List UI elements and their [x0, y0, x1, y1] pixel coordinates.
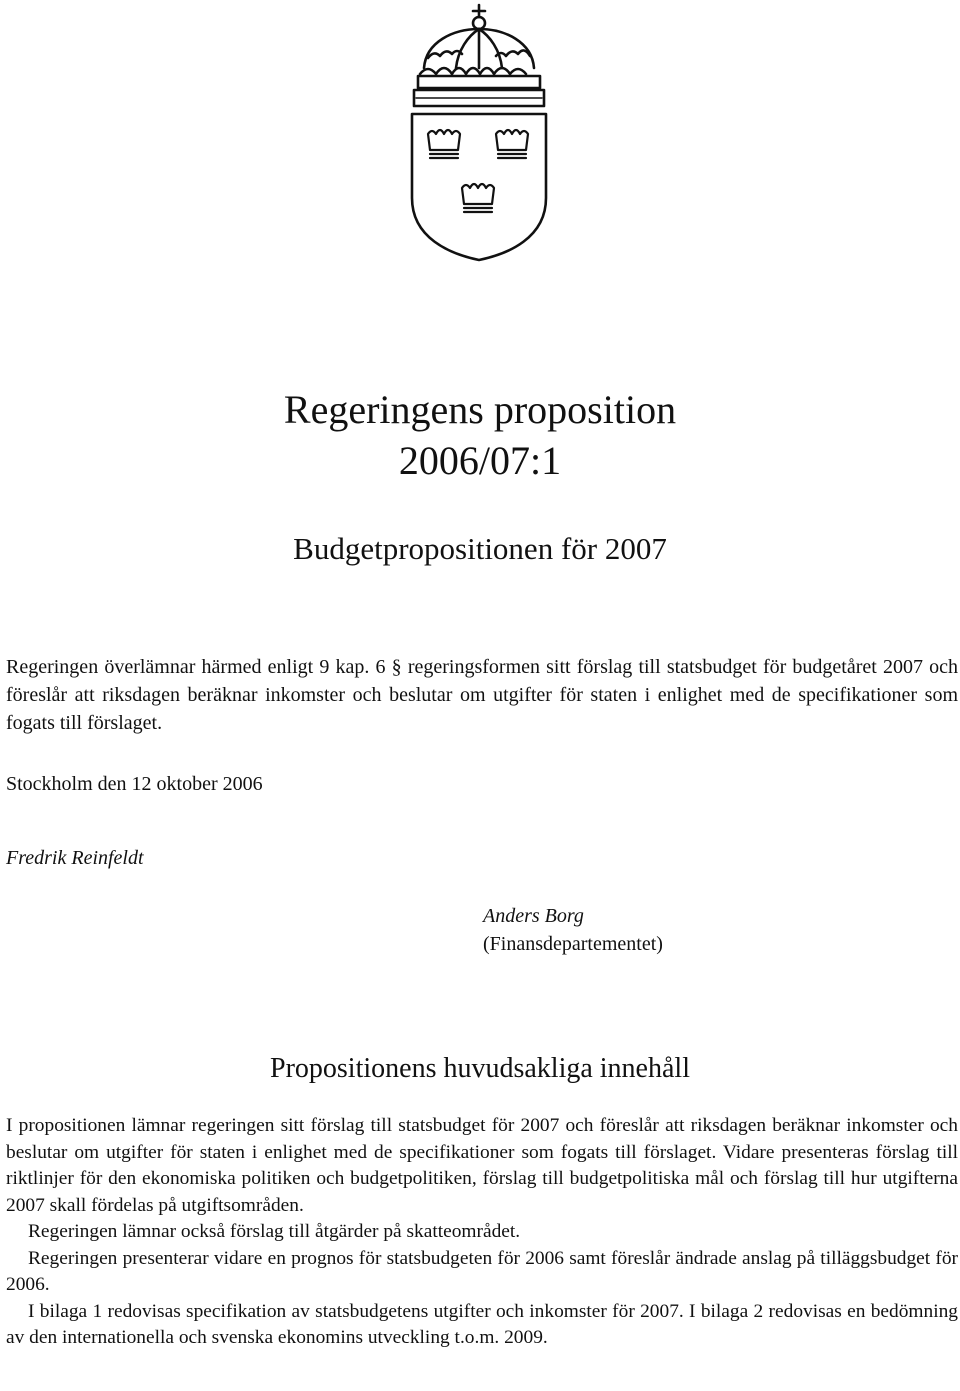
intro-paragraph: Regeringen överlämnar härmed enligt 9 kap. 6 § regeringsformen sitt förslag till statsbudget för budgetåret 2007 och föreslår att riksdagen beräknar inkomster och beslutar om utgifter för staten i enlighet med de specifikationer som fogats till förslaget. — [6, 656, 958, 734]
swedish-coat-of-arms-icon — [398, 2, 560, 264]
summary-content — [6, 1113, 958, 1352]
signatory-minister: Anders Borg — [483, 905, 584, 927]
summary-paragraph-1: I propositionen lämnar regeringen sitt förslag till statsbudget för 2007 och föreslår att riksdagen beräknar inkomster och beslutar om utgifter för staten i enlighet med de specifikationer som fogats till förslaget. Vidare presenteras förslag till riktlinjer för den ekonomiska politiken och budgetpolitiken, förslag till budgetpolitiska mål och förslag till hur utgifterna 2007 skall fördelas på utgiftsområden. — [6, 1115, 958, 1216]
summary-paragraph-3: Regeringen presenterar vidare en prognos för statsbudgeten för 2006 samt föreslår ändrade anslag på tilläggsbudget för 2006. — [6, 1247, 958, 1295]
signatory-prime-minister: Fredrik Reinfeldt — [6, 847, 144, 869]
document-subtitle: Budgetpropositionen för 2007 — [293, 531, 667, 566]
summary-heading: Propositionens huvudsakliga innehåll — [270, 1053, 690, 1084]
document-title: Regeringens proposition — [283, 387, 677, 432]
place-and-date: Stockholm den 12 oktober 2006 — [6, 773, 263, 795]
signatory-department: (Finansdepartementet) — [483, 933, 663, 955]
document-number: 2006/07:1 — [398, 438, 562, 483]
summary-paragraph-4: I bilaga 1 redovisas specifikation av statsbudgetens utgifter och inkomster för 2007. I bilaga 2 redovisas en bedömning av den internationella och svenska ekonomins utveckling t.o.m. 2009. — [6, 1300, 958, 1348]
summary-paragraph-2: Regeringen lämnar också förslag till åtgärder på skatteområdet. — [28, 1221, 521, 1242]
